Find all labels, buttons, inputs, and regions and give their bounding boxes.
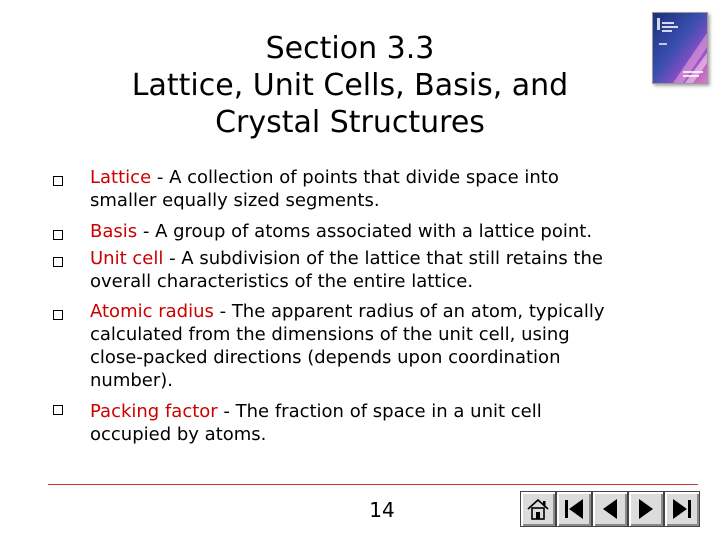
- definition-line: number).: [90, 370, 173, 391]
- bullet-square-icon: [53, 310, 63, 320]
- bullet-square-icon: [53, 176, 63, 186]
- footer-divider: [48, 484, 698, 485]
- home-icon: [524, 495, 552, 523]
- term-atomic-radius: Atomic radius: [90, 301, 214, 322]
- title-line: Lattice, Unit Cells, Basis, and: [131, 68, 569, 103]
- last-slide-button[interactable]: [664, 491, 700, 527]
- definition-line: overall characteristics of the entire lattice.: [90, 271, 474, 292]
- list-item-lattice: [90, 166, 680, 212]
- triangle-left-icon: [596, 495, 624, 523]
- list-item-atomic-radius: [90, 300, 680, 392]
- triangle-right-icon: [632, 495, 660, 523]
- bullet-square-icon: [53, 230, 63, 240]
- definition-line: - A group of atoms associated with a lattice point.: [137, 221, 593, 242]
- definition-line: close-packed directions (depends upon coordination: [90, 347, 561, 368]
- page-number: 14: [369, 498, 395, 522]
- list-item-unit-cell: [90, 247, 680, 293]
- definition-line: - A collection of points that divide space into: [151, 167, 559, 188]
- bullet-square-icon: [53, 405, 63, 415]
- definition-line: - The fraction of space in a unit cell: [217, 401, 542, 422]
- definition-line: smaller equally sized segments.: [90, 190, 380, 211]
- definition-line: calculated from the dimensions of the unit cell, using: [90, 324, 570, 345]
- definition-line: - The apparent radius of an atom, typically: [213, 301, 605, 322]
- skip-forward-icon: [668, 495, 696, 523]
- bullet-square-icon: [53, 257, 63, 267]
- home-button[interactable]: [520, 491, 556, 527]
- title-line: Section 3.3: [265, 31, 435, 66]
- definition-line: occupied by atoms.: [90, 424, 267, 445]
- list-item-basis: [90, 220, 680, 243]
- previous-slide-button[interactable]: [592, 491, 628, 527]
- skip-back-icon: [560, 495, 588, 523]
- term-lattice: Lattice: [90, 167, 152, 188]
- term-packing-factor: Packing factor: [90, 401, 218, 422]
- next-slide-button[interactable]: [628, 491, 664, 527]
- term-unit-cell: Unit cell: [90, 248, 164, 269]
- definition-line: - A subdivision of the lattice that still retains the: [163, 248, 603, 269]
- term-basis: Basis: [90, 221, 138, 242]
- first-slide-button[interactable]: [556, 491, 592, 527]
- list-item-packing-factor: [90, 400, 680, 446]
- title-line: Crystal Structures: [215, 105, 485, 140]
